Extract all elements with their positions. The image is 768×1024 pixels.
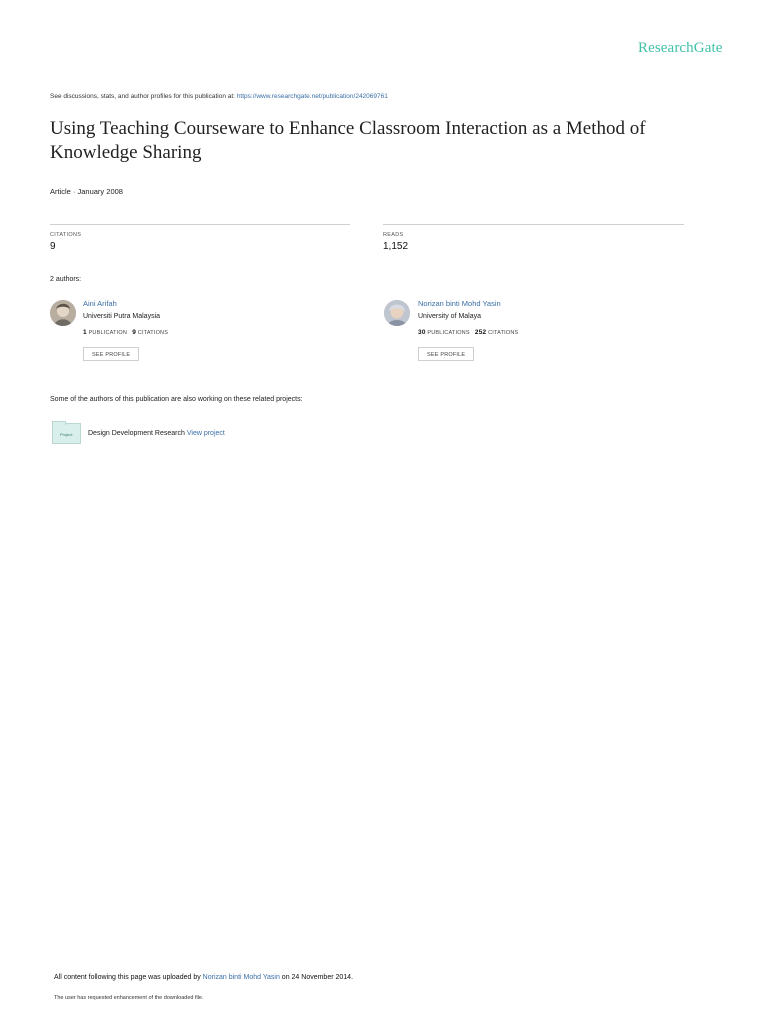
- publication-count: 1: [83, 329, 87, 336]
- see-profile-button[interactable]: SEE PROFILE: [418, 347, 474, 361]
- folder-tab: [52, 421, 66, 425]
- upload-date: on 24 November 2014.: [281, 974, 354, 981]
- project-entry: [88, 430, 225, 437]
- citation-label: CITATIONS: [137, 330, 169, 336]
- enhancement-note: The user has requested enhancement of the downloaded file.: [54, 995, 204, 1001]
- avatar[interactable]: [384, 300, 410, 326]
- authors-heading: 2 authors:: [50, 276, 82, 283]
- author-stats: [83, 329, 168, 336]
- citation-label: CITATIONS: [488, 330, 519, 336]
- view-project-link[interactable]: View project: [186, 430, 225, 437]
- publication-label: PUBLICATIONS: [427, 330, 470, 336]
- project-folder-icon[interactable]: [52, 423, 81, 444]
- see-profile-button[interactable]: SEE PROFILE: [83, 347, 139, 361]
- citations-value: 9: [50, 241, 56, 252]
- discussion-prefix: See discussions, stats, and author profiles for this publication at:: [50, 93, 235, 100]
- publication-meta: Article · January 2008: [50, 187, 123, 196]
- author-institution: University of Malaya: [418, 313, 482, 320]
- researchgate-logo[interactable]: ResearchGate: [638, 40, 723, 56]
- citation-count: 252: [474, 329, 487, 336]
- project-name: Design Development Research: [88, 430, 185, 437]
- citation-count: 9: [132, 329, 137, 336]
- publication-count: 30: [418, 329, 426, 336]
- author-institution: Universiti Putra Malaysia: [83, 313, 161, 320]
- publication-label: PUBLICATION: [88, 330, 128, 336]
- uploader-link[interactable]: Norizan binti Mohd Yasin: [202, 974, 280, 981]
- discussion-line: [50, 93, 388, 100]
- avatar[interactable]: [50, 300, 76, 326]
- project-thumb-label: Project: [60, 432, 73, 437]
- publication-url-link[interactable]: https://www.researchgate.net/publication/242069761: [236, 93, 388, 100]
- citations-label: CITATIONS: [50, 232, 82, 238]
- publication-title: Using Teaching Courseware to Enhance Classroom Interaction as a Method of Knowledge Sharing: [50, 118, 646, 163]
- reads-value: 1,152: [383, 241, 409, 252]
- divider: [50, 224, 350, 225]
- reads-label: READS: [383, 232, 404, 238]
- author-name-link[interactable]: Norizan binti Mohd Yasin: [418, 299, 501, 308]
- upload-note: [54, 974, 353, 981]
- upload-prefix: All content following this page was uploaded by: [54, 974, 201, 981]
- author-name-link[interactable]: Aini Arifah: [83, 299, 117, 308]
- related-projects-heading: Some of the authors of this publication are also working on these related projects:: [50, 396, 303, 403]
- author-stats: [418, 329, 518, 336]
- divider: [383, 224, 684, 225]
